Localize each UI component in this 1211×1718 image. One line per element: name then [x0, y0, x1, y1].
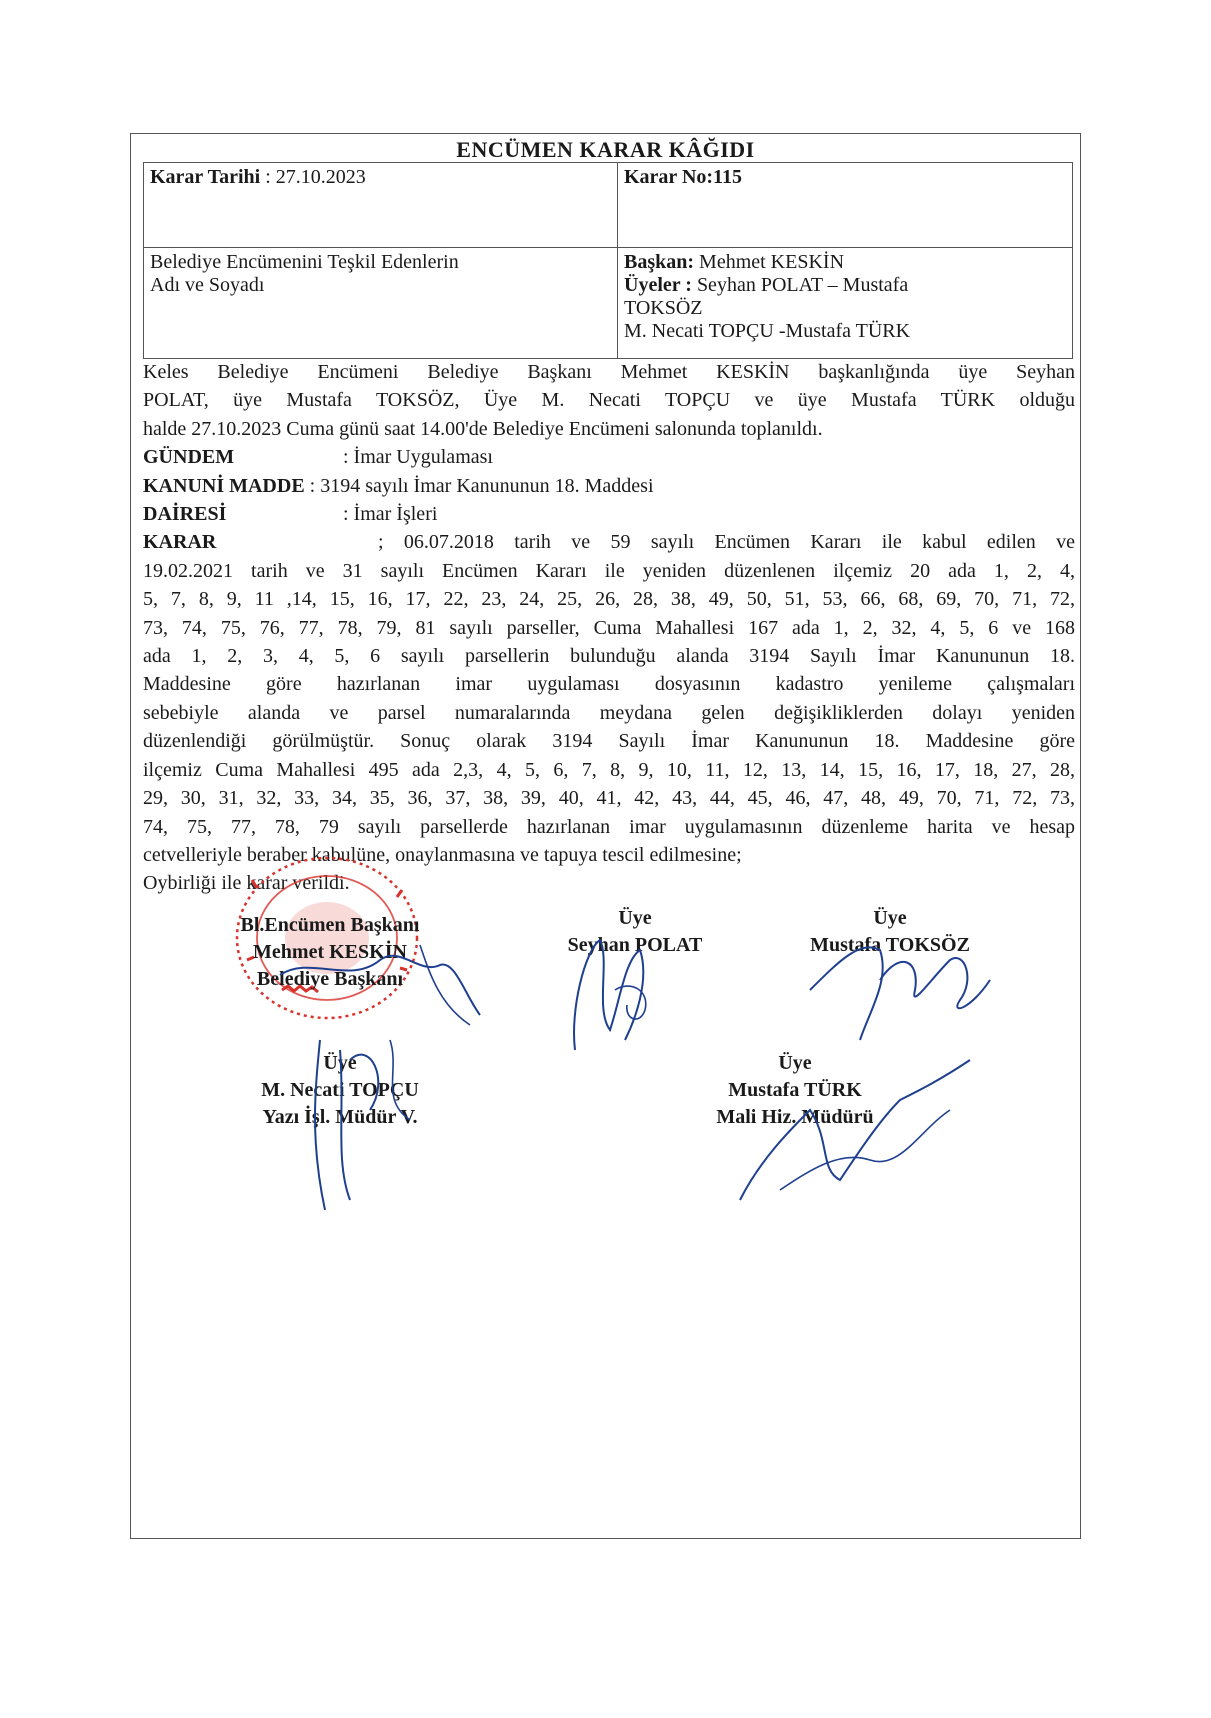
intro-line: POLAT, üye Mustafa TOKSÖZ, Üye M. Necati TOPÇU ve üye Mustafa TÜRK olduğu: [143, 389, 1075, 412]
uye3-role: Yazı İşl. Müdür V.: [262, 1106, 418, 1128]
baskan-title: Bl.Encümen Başkanı: [240, 914, 420, 936]
karar-no-cell: [618, 163, 1073, 248]
uyeler-value-1: Seyhan POLAT – Mustafa: [696, 274, 909, 296]
uye4-title: Üye: [778, 1052, 812, 1074]
uye4-name: Mustafa TÜRK: [728, 1079, 862, 1101]
signature-mustafa-turk-icon: [720, 1050, 980, 1210]
intro-paragraph: [143, 358, 1075, 443]
gundem-value: : İmar Uygulaması: [343, 446, 493, 469]
karar-line: 5, 7, 8, 9, 11 ,14, 15, 16, 17, 22, 23, 24, 25, 26, 28, 38, 49, 50, 51, 53, 66, 68, 69, 70, 71, 72,: [143, 588, 1075, 611]
baskan-role: Belediye Başkanı: [256, 968, 404, 990]
karar-tarihi-value: : 27.10.2023: [265, 166, 366, 188]
dairesi-value: : İmar İşleri: [343, 503, 438, 526]
signature-mustafa-toksoz-icon: [800, 920, 1000, 1050]
karar-line: 29, 30, 31, 32, 33, 34, 35, 36, 37, 38, 39, 40, 41, 42, 43, 44, 45, 46, 47, 48, 49, 70, 71, 72, 73,: [143, 787, 1075, 810]
kanuni-madde-row: [143, 472, 1075, 500]
baskan-label: Başkan:: [624, 251, 695, 273]
encumen-label-line-1: Belediye Encümenini Teşkil Edenlerin: [150, 251, 459, 273]
intro-line: halde 27.10.2023 Cuma günü saat 14.00'de Belediye Encümeni salonunda toplanıldı.: [143, 417, 823, 440]
kanuni-madde-value: : 3194 sayılı İmar Kanununun 18. Maddesi: [309, 474, 654, 497]
karar-line: ada 1, 2, 3, 4, 5, 6 sayılı parsellerin bulunduğu alanda 3194 Sayılı İmar Kanununun 18.: [143, 645, 1075, 668]
document-title: ENCÜMEN KARAR KÂĞIDI: [456, 137, 755, 162]
karar-line: 73, 74, 75, 76, 77, 78, 79, 81 sayılı parseller, Cuma Mahallesi 167 ada 1, 2, 32, 4, 5, 6 ve 168: [143, 616, 1075, 639]
kanuni-madde-label: KANUNİ MADDE: [143, 474, 305, 497]
uye2-title: Üye: [873, 907, 907, 929]
dairesi-label: DAİRESİ: [143, 503, 227, 526]
karar-tarihi-label: Karar Tarihi: [150, 166, 261, 188]
header-table: [143, 162, 1073, 359]
uye4-role: Mali Hiz. Müdürü: [716, 1106, 874, 1128]
karar-first-line: ; 06.07.2018 tarih ve 59 sayılı Encümen Kararı ile kabul edilen ve: [378, 531, 1075, 554]
uyeler-value-2: TOKSÖZ: [624, 297, 703, 319]
uye3-title: Üye: [323, 1052, 357, 1074]
intro-line: Keles Belediye Encümeni Belediye Başkanı Mehmet KESKİN başkanlığında üye Seyhan: [143, 361, 1075, 383]
karar-line: Oybirliği ile karar verildi.: [143, 872, 350, 895]
karar-tarihi-cell: [144, 163, 618, 248]
karar-line: düzenlendiği görülmüştür. Sonuç olarak 3194 Sayılı İmar Kanununun 18. Maddesine göre: [143, 730, 1075, 753]
karar-line: 74, 75, 77, 78, 79 sayılı parsellerde hazırlanan imar uygulamasının düzenleme harita ve hesap: [143, 815, 1075, 838]
karar-line: Maddesine göre hazırlanan imar uygulaması dosyasının kadastro yenileme çalışmaları: [143, 673, 1075, 696]
decision-body: [143, 358, 1075, 898]
karar-label: KARAR: [143, 531, 217, 554]
dairesi-row: [143, 500, 1075, 528]
baskan-name: Mehmet KESKİN: [253, 941, 407, 963]
uyeler-label: Üyeler :: [624, 274, 692, 296]
gundem-label: GÜNDEM: [143, 446, 235, 469]
karar-line: ilçemiz Cuma Mahallesi 495 ada 2,3, 4, 5, 6, 7, 8, 9, 10, 11, 12, 13, 14, 15, 16, 17, 18, 27, 28,: [143, 758, 1075, 781]
gundem-row: [143, 443, 1075, 471]
signature-necati-topcu-icon: [290, 1020, 450, 1220]
encumen-label-line-2: Adı ve Soyadı: [150, 274, 265, 296]
karar-line: cetvelleriyle beraber kabulüne, onaylanmasına ve tapuya tescil edilmesine;: [143, 843, 742, 866]
karar-line: 19.02.2021 tarih ve 31 sayılı Encümen Kararı ile yeniden düzenlenen ilçemiz 20 ada 1, 2, 4,: [143, 559, 1075, 582]
uyeler-value-3: M. Necati TOPÇU -Mustafa TÜRK: [624, 320, 911, 342]
uye1-title: Üye: [618, 907, 652, 929]
document-frame: [130, 133, 1081, 1539]
encumen-label-cell: [144, 248, 618, 359]
karar-row: [143, 528, 1075, 556]
uye3-name: M. Necati TOPÇU: [261, 1079, 419, 1101]
karar-line: sebebiyle alanda ve parsel numaralarında meydana gelen değişikliklerden dolayı yeniden: [143, 701, 1075, 724]
members-cell: [618, 248, 1073, 359]
uye2-name: Mustafa TOKSÖZ: [810, 934, 970, 956]
signature-seyhan-polat-icon: [555, 920, 675, 1060]
baskan-value: Mehmet KESKİN: [699, 251, 845, 273]
karar-no: Karar No:115: [624, 166, 742, 188]
uye1-name: Seyhan POLAT: [567, 934, 703, 956]
